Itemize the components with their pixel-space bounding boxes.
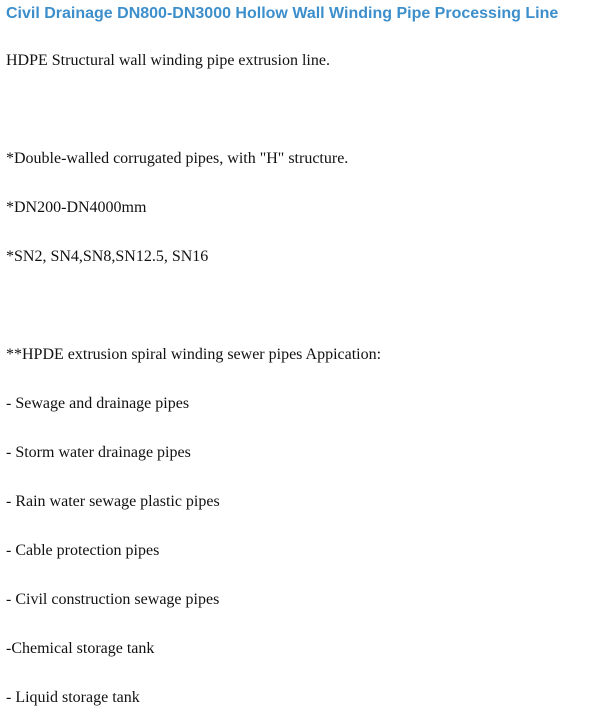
application-item: - Storm water drainage pipes [6,444,191,461]
page-title: Civil Drainage DN800-DN3000 Hollow Wall Winding Pipe Processing Line [6,5,559,22]
feature-item: *Double-walled corrugated pipes, with "H" structure. [6,150,349,167]
application-item: - Sewage and drainage pipes [6,395,190,412]
intro-text: HDPE Structural wall winding pipe extrusion line. [6,52,330,69]
application-item: -Chemical storage tank [6,640,155,657]
application-item: - Rain water sewage plastic pipes [6,493,220,510]
feature-item: *DN200-DN4000mm [6,199,147,216]
application-item: - Cable protection pipes [6,542,160,559]
application-item: - Civil construction sewage pipes [6,591,220,608]
application-heading: **HPDE extrusion spiral winding sewer pipes Appication: [6,346,382,363]
feature-item: *SN2, SN4,SN8,SN12.5, SN16 [6,248,209,265]
application-item: - Liquid storage tank [6,689,140,706]
